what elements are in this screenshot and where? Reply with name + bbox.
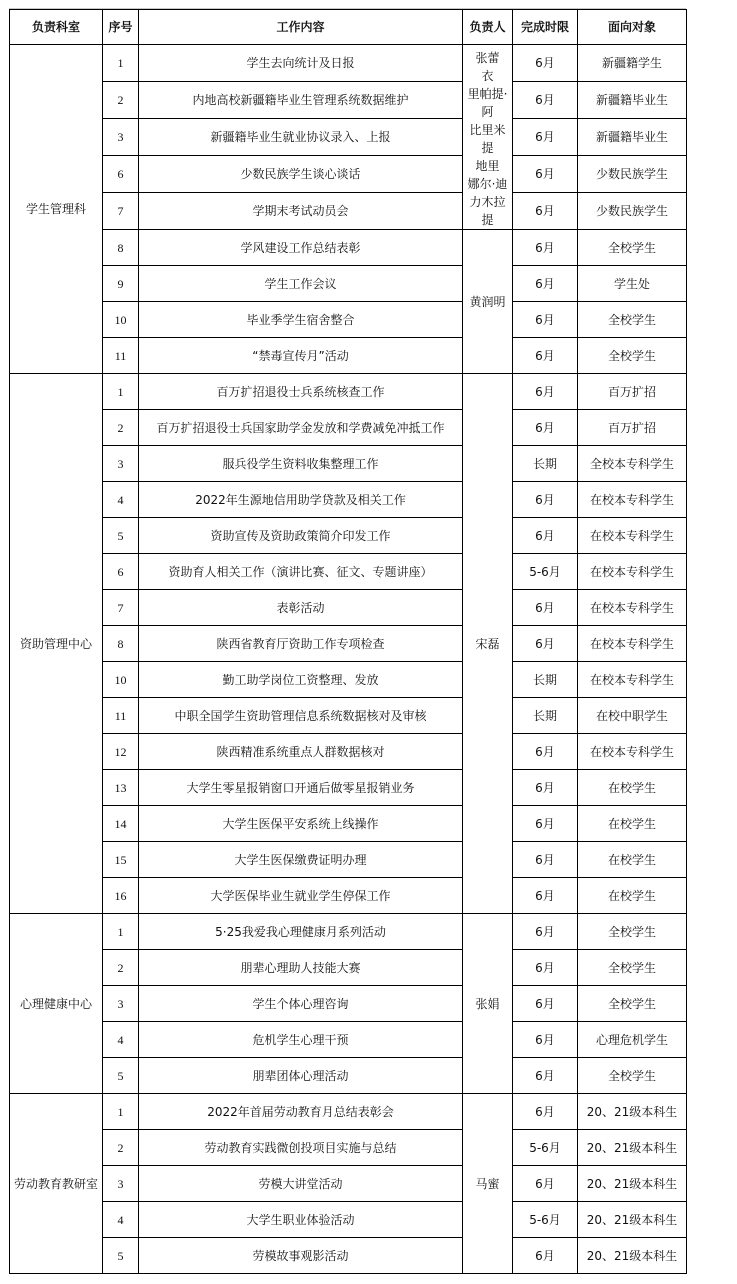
content-cell: 2022年首届劳动教育月总结表彰会 [139,1094,463,1130]
target-cell: 全校学生 [578,986,687,1022]
table-row [10,734,687,770]
table-row [10,410,687,446]
table-row [10,374,687,410]
deadline-cell: 6月 [513,45,578,82]
header-deadline: 完成时限 [513,10,578,45]
deadline-cell: 6月 [513,950,578,986]
target-cell: 全校学生 [578,914,687,950]
target-cell: 全校学生 [578,1058,687,1094]
table-row [10,119,687,156]
num-cell: 3 [103,446,139,482]
deadline-cell: 6月 [513,119,578,156]
content-cell: 表彰活动 [139,590,463,626]
target-cell: 在校本专科学生 [578,482,687,518]
header-num: 序号 [103,10,139,45]
deadline-cell: 6月 [513,878,578,914]
table-row [10,1238,687,1274]
target-cell: 在校本专科学生 [578,662,687,698]
num-cell: 10 [103,662,139,698]
content-cell: 朋辈心理助人技能大赛 [139,950,463,986]
content-cell: 资助宣传及资助政策简介印发工作 [139,518,463,554]
target-cell: 全校学生 [578,338,687,374]
table-row [10,842,687,878]
content-cell: 大学生医保缴费证明办理 [139,842,463,878]
num-cell: 5 [103,1238,139,1274]
content-cell: 学生工作会议 [139,266,463,302]
deadline-cell: 6月 [513,734,578,770]
deadline-cell: 6月 [513,590,578,626]
content-cell: 朋辈团体心理活动 [139,1058,463,1094]
num-cell: 10 [103,302,139,338]
target-cell: 在校本专科学生 [578,734,687,770]
table-row [10,482,687,518]
target-cell: 20、21级本科生 [578,1238,687,1274]
num-cell: 14 [103,806,139,842]
num-cell: 13 [103,770,139,806]
num-cell: 1 [103,45,139,82]
content-cell: 内地高校新疆籍毕业生管理系统数据维护 [139,82,463,119]
num-cell: 2 [103,950,139,986]
table-row [10,878,687,914]
deadline-cell: 5-6月 [513,554,578,590]
table-row [10,806,687,842]
content-cell: 百万扩招退役士兵系统核查工作 [139,374,463,410]
target-cell: 在校本专科学生 [578,626,687,662]
num-cell: 2 [103,1130,139,1166]
num-cell: 3 [103,119,139,156]
person-cell [463,45,513,230]
target-cell: 新疆籍毕业生 [578,82,687,119]
content-cell: 中职全国学生资助管理信息系统数据核对及审核 [139,698,463,734]
num-cell: 2 [103,82,139,119]
deadline-cell: 长期 [513,698,578,734]
content-cell: 危机学生心理干预 [139,1022,463,1058]
content-cell: 学生个体心理咨询 [139,986,463,1022]
content-cell: 大学生零星报销窗口开通后做零星报销业务 [139,770,463,806]
target-cell: 学生处 [578,266,687,302]
content-cell: 劳模大讲堂活动 [139,1166,463,1202]
person-name-line: 地里 [475,159,500,173]
table-row [10,554,687,590]
deadline-cell: 6月 [513,806,578,842]
num-cell: 1 [103,374,139,410]
table-row [10,770,687,806]
person-name-line: 比里米提 [469,123,506,155]
deadline-cell: 6月 [513,302,578,338]
target-cell: 在校中职学生 [578,698,687,734]
deadline-cell: 6月 [513,518,578,554]
person-cell: 马蜜 [463,1094,513,1274]
table-row [10,266,687,302]
deadline-cell: 长期 [513,446,578,482]
deadline-cell: 6月 [513,266,578,302]
table-body [10,45,687,1274]
num-cell: 9 [103,266,139,302]
content-cell: 2022年生源地信用助学贷款及相关工作 [139,482,463,518]
deadline-cell: 6月 [513,1058,578,1094]
table-row [10,986,687,1022]
target-cell: 在校本专科学生 [578,590,687,626]
num-cell: 4 [103,1202,139,1238]
header-target: 面向对象 [578,10,687,45]
deadline-cell: 6月 [513,914,578,950]
deadline-cell: 6月 [513,338,578,374]
deadline-cell: 5-6月 [513,1202,578,1238]
table-row [10,1058,687,1094]
table-row [10,950,687,986]
num-cell: 11 [103,338,139,374]
num-cell: 5 [103,1058,139,1094]
person-name-line: 阿 [481,105,494,119]
num-cell: 3 [103,986,139,1022]
deadline-cell: 6月 [513,482,578,518]
content-cell: 服兵役学生资料收集整理工作 [139,446,463,482]
num-cell: 12 [103,734,139,770]
deadline-cell: 6月 [513,374,578,410]
content-cell: 学期末考试动员会 [139,193,463,230]
table-row [10,302,687,338]
target-cell: 新疆籍学生 [578,45,687,82]
table-row [10,626,687,662]
num-cell: 15 [103,842,139,878]
table-row [10,338,687,374]
table-row [10,230,687,266]
target-cell: 20、21级本科生 [578,1202,687,1238]
table-row [10,45,687,82]
deadline-cell: 6月 [513,1238,578,1274]
target-cell: 在校学生 [578,770,687,806]
person-cell: 张娟 [463,914,513,1094]
deadline-cell: 6月 [513,1094,578,1130]
content-cell: 学风建设工作总结表彰 [139,230,463,266]
content-cell: 毕业季学生宿舍整合 [139,302,463,338]
num-cell: 16 [103,878,139,914]
deadline-cell: 6月 [513,1022,578,1058]
num-cell: 1 [103,914,139,950]
target-cell: 20、21级本科生 [578,1130,687,1166]
header-content: 工作内容 [139,10,463,45]
num-cell: 8 [103,626,139,662]
person-cell: 宋磊 [463,374,513,914]
table-row [10,1130,687,1166]
work-plan-table [9,9,687,1274]
target-cell: 百万扩招 [578,410,687,446]
header-dept: 负责科室 [10,10,103,45]
content-cell: 大学生职业体验活动 [139,1202,463,1238]
target-cell: 少数民族学生 [578,193,687,230]
target-cell: 在校学生 [578,842,687,878]
header-person: 负责人 [463,10,513,45]
target-cell: 在校学生 [578,878,687,914]
num-cell: 7 [103,193,139,230]
table-row [10,518,687,554]
content-cell: 勤工助学岗位工资整理、发放 [139,662,463,698]
table-row [10,1166,687,1202]
person-cell: 黄润明 [463,230,513,374]
table-row [10,662,687,698]
content-cell: 资助育人相关工作（演讲比赛、征文、专题讲座） [139,554,463,590]
num-cell: 5 [103,518,139,554]
content-cell: 新疆籍毕业生就业协议录入、上报 [139,119,463,156]
table-row [10,914,687,950]
deadline-cell: 6月 [513,193,578,230]
content-cell: 少数民族学生谈心谈话 [139,156,463,193]
content-cell: 百万扩招退役士兵国家助学金发放和学费减免冲抵工作 [139,410,463,446]
person-name-line: 里帕提· [467,87,508,101]
table-row [10,156,687,193]
table-row [10,1202,687,1238]
target-cell: 心理危机学生 [578,1022,687,1058]
content-cell: 劳动教育实践微创投项目实施与总结 [139,1130,463,1166]
deadline-cell: 6月 [513,1166,578,1202]
deadline-cell: 6月 [513,770,578,806]
content-cell: 学生去向统计及日报 [139,45,463,82]
content-cell: 陕西省教育厅资助工作专项检查 [139,626,463,662]
table-row [10,193,687,230]
table-row [10,82,687,119]
target-cell: 少数民族学生 [578,156,687,193]
table-row [10,1094,687,1130]
num-cell: 6 [103,156,139,193]
target-cell: 全校学生 [578,950,687,986]
dept-cell: 资助管理中心 [10,374,103,914]
deadline-cell: 6月 [513,156,578,193]
deadline-cell: 6月 [513,82,578,119]
num-cell: 2 [103,410,139,446]
target-cell: 在校学生 [578,806,687,842]
target-cell: 在校本专科学生 [578,554,687,590]
num-cell: 4 [103,1022,139,1058]
dept-cell: 心理健康中心 [10,914,103,1094]
table-header-row [10,10,687,45]
deadline-cell: 6月 [513,230,578,266]
target-cell: 20、21级本科生 [578,1094,687,1130]
table-row [10,1022,687,1058]
target-cell: 全校学生 [578,230,687,266]
num-cell: 1 [103,1094,139,1130]
num-cell: 6 [103,554,139,590]
deadline-cell: 5-6月 [513,1130,578,1166]
content-cell: 劳模故事观影活动 [139,1238,463,1274]
target-cell: 在校本专科学生 [578,518,687,554]
num-cell: 11 [103,698,139,734]
num-cell: 4 [103,482,139,518]
person-name-line: 娜尔·迪 [467,177,508,191]
deadline-cell: 长期 [513,662,578,698]
dept-cell: 学生管理科 [10,45,103,374]
target-cell: 全校本专科学生 [578,446,687,482]
num-cell: 8 [103,230,139,266]
deadline-cell: 6月 [513,986,578,1022]
table-row [10,698,687,734]
target-cell: 20、21级本科生 [578,1166,687,1202]
content-cell: “禁毒宣传月”活动 [139,338,463,374]
person-name-line: 张蕾 衣 [475,51,512,83]
person-name-line: 力木拉提 [469,195,506,227]
dept-cell: 劳动教育教研室 [10,1094,103,1274]
target-cell: 百万扩招 [578,374,687,410]
deadline-cell: 6月 [513,842,578,878]
target-cell: 全校学生 [578,302,687,338]
content-cell: 大学生医保平安系统上线操作 [139,806,463,842]
content-cell: 陕西精准系统重点人群数据核对 [139,734,463,770]
content-cell: 5·25我爱我心理健康月系列活动 [139,914,463,950]
table-row [10,590,687,626]
num-cell: 7 [103,590,139,626]
target-cell: 新疆籍毕业生 [578,119,687,156]
table-row [10,446,687,482]
deadline-cell: 6月 [513,626,578,662]
work-plan-sheet [9,8,686,1267]
content-cell: 大学医保毕业生就业学生停保工作 [139,878,463,914]
num-cell: 3 [103,1166,139,1202]
deadline-cell: 6月 [513,410,578,446]
